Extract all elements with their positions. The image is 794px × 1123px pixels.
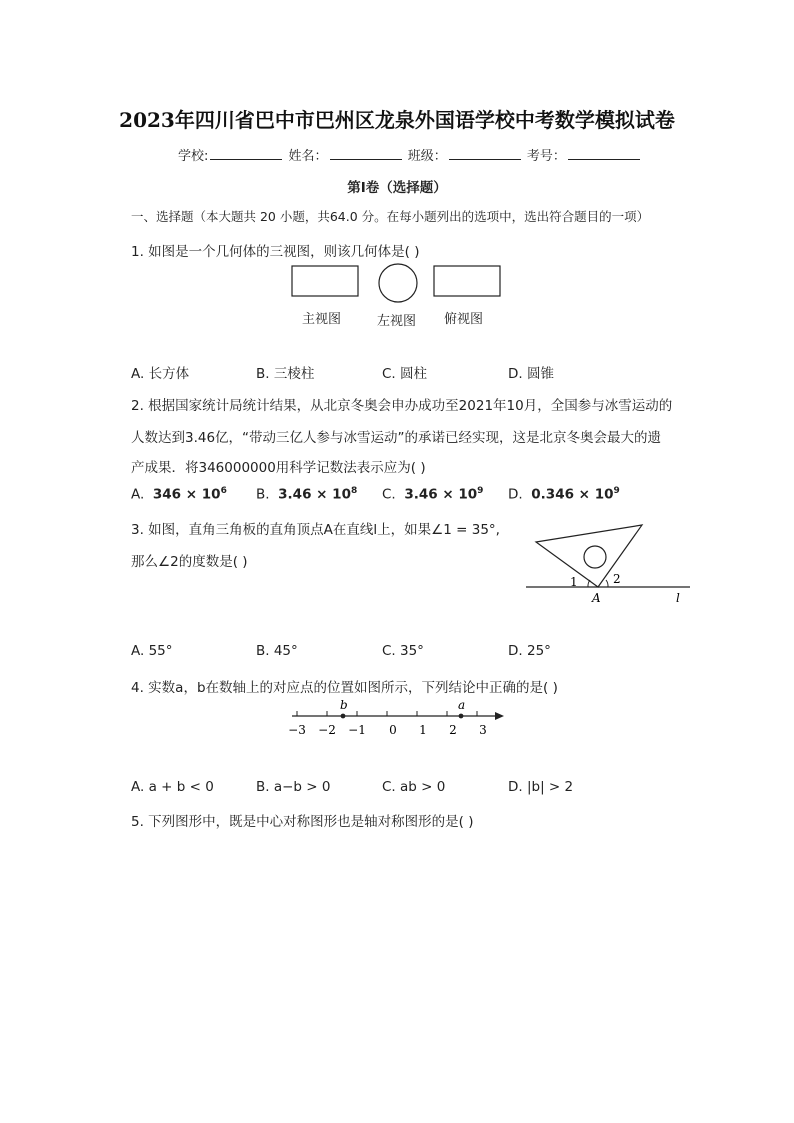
tick-label-0: 0 <box>389 723 397 737</box>
question-4-stem: 4. 实数a，b在数轴上的对应点的位置如图所示，下列结论中正确的是( ) <box>131 680 558 696</box>
question-3-line-1: 3. 如图，直角三角板的直角顶点A在直线l上，如果∠1 = 35°, <box>131 522 500 538</box>
angle-1-label: 1 <box>570 575 578 589</box>
question-5-stem: 5. 下列图形中，既是中心对称图形也是轴对称图形的是( ) <box>131 814 474 830</box>
q1-option-a[interactable]: A. 长方体 <box>131 366 190 382</box>
volume-title: 第Ⅰ卷（选择题） <box>347 180 447 196</box>
number-line-arrow <box>495 712 504 720</box>
tick-label-minus2: −2 <box>318 723 336 737</box>
tick-label-3: 3 <box>479 723 487 737</box>
tick-label-2: 2 <box>449 723 457 737</box>
point-b-label: b <box>340 698 348 712</box>
q1-option-b[interactable]: B. 三棱柱 <box>256 366 315 382</box>
angle-2-arc <box>606 580 608 587</box>
top-view-label: 俯视图 <box>444 312 484 327</box>
exam-no-blank[interactable] <box>568 147 640 160</box>
question-3-line-2: 那么∠2的度数是( ) <box>131 554 248 570</box>
tick-label-minus3: −3 <box>288 723 306 737</box>
top-view-rect <box>434 266 500 296</box>
right-triangle <box>536 525 642 587</box>
tick-label-1: 1 <box>419 723 427 737</box>
q3-option-c[interactable]: C. 35° <box>382 643 424 659</box>
triangle-hole <box>584 546 606 568</box>
exam-no-label: 考号： <box>526 149 566 164</box>
q2-option-b[interactable]: B. $3.46 \times 10^8$ <box>256 486 358 503</box>
side-view-circle <box>379 264 417 302</box>
q4-option-a[interactable]: A. a + b < 0 <box>131 779 214 795</box>
q3-option-b[interactable]: B. 45° <box>256 643 298 659</box>
number-line-ticks <box>297 711 477 716</box>
name-blank[interactable] <box>330 147 402 160</box>
paper-title: 2023年四川省巴中市巴州区龙泉外国语学校中考数学模拟试卷 <box>119 108 675 132</box>
student-info-line <box>178 145 642 164</box>
number-line-figure <box>286 698 508 740</box>
front-view-label: 主视图 <box>302 312 342 327</box>
point-a-label: A <box>592 591 601 605</box>
side-view-label: 左视图 <box>377 314 417 329</box>
q4-option-c[interactable]: C. ab > 0 <box>382 779 446 795</box>
three-views-figure <box>288 262 506 306</box>
question-2-line-2: 人数达到3.46亿，“带动三亿人参与冰雪运动”的承诺已经实现，这是北京冬奥会最大的遗 <box>131 430 662 446</box>
q2-option-c[interactable]: C. $3.46 \times 10^9$ <box>382 486 484 503</box>
line-l-label: l <box>676 591 680 605</box>
angle-2-label: 2 <box>613 572 621 586</box>
q4-option-b[interactable]: B. a−b > 0 <box>256 779 331 795</box>
q3-option-d[interactable]: D. 25° <box>508 643 551 659</box>
angle-1-arc <box>588 580 590 587</box>
q1-option-c[interactable]: C. 圆柱 <box>382 366 428 382</box>
question-2-line-3: 产成果．将346000000用科学记数法表示应为( ) <box>131 460 426 476</box>
section-heading: 一、选择题（本大题共 20 小题，共64.0 分。在每小题列出的选项中，选出符合题目的一项） <box>131 209 650 224</box>
tick-label-minus1: −1 <box>348 723 366 737</box>
q3-option-a[interactable]: A. 55° <box>131 643 173 659</box>
front-view-rect <box>292 266 358 296</box>
q2-option-d[interactable]: D. $0.346 \times 10^9$ <box>508 486 620 503</box>
school-label: 学校: <box>178 149 209 164</box>
q4-option-d[interactable]: D. |b| > 2 <box>508 779 574 795</box>
class-label: 班级： <box>407 149 447 164</box>
point-a <box>459 714 464 719</box>
triangle-ruler-figure <box>524 518 694 606</box>
q2-option-a[interactable]: A. $346 \times 10^6$ <box>131 486 227 503</box>
question-1-stem: 1. 如图是一个几何体的三视图，则该几何体是( ) <box>131 244 420 260</box>
point-b <box>341 714 346 719</box>
school-blank[interactable] <box>210 147 282 160</box>
point-a-label: a <box>458 698 466 712</box>
name-label: 姓名： <box>288 149 328 164</box>
q1-option-d[interactable]: D. 圆锥 <box>508 366 554 382</box>
question-2-line-1: 2. 根据国家统计局统计结果，从北京冬奥会申办成功至2021年10月，全国参与冰雪运动的 <box>131 398 673 414</box>
class-blank[interactable] <box>449 147 521 160</box>
